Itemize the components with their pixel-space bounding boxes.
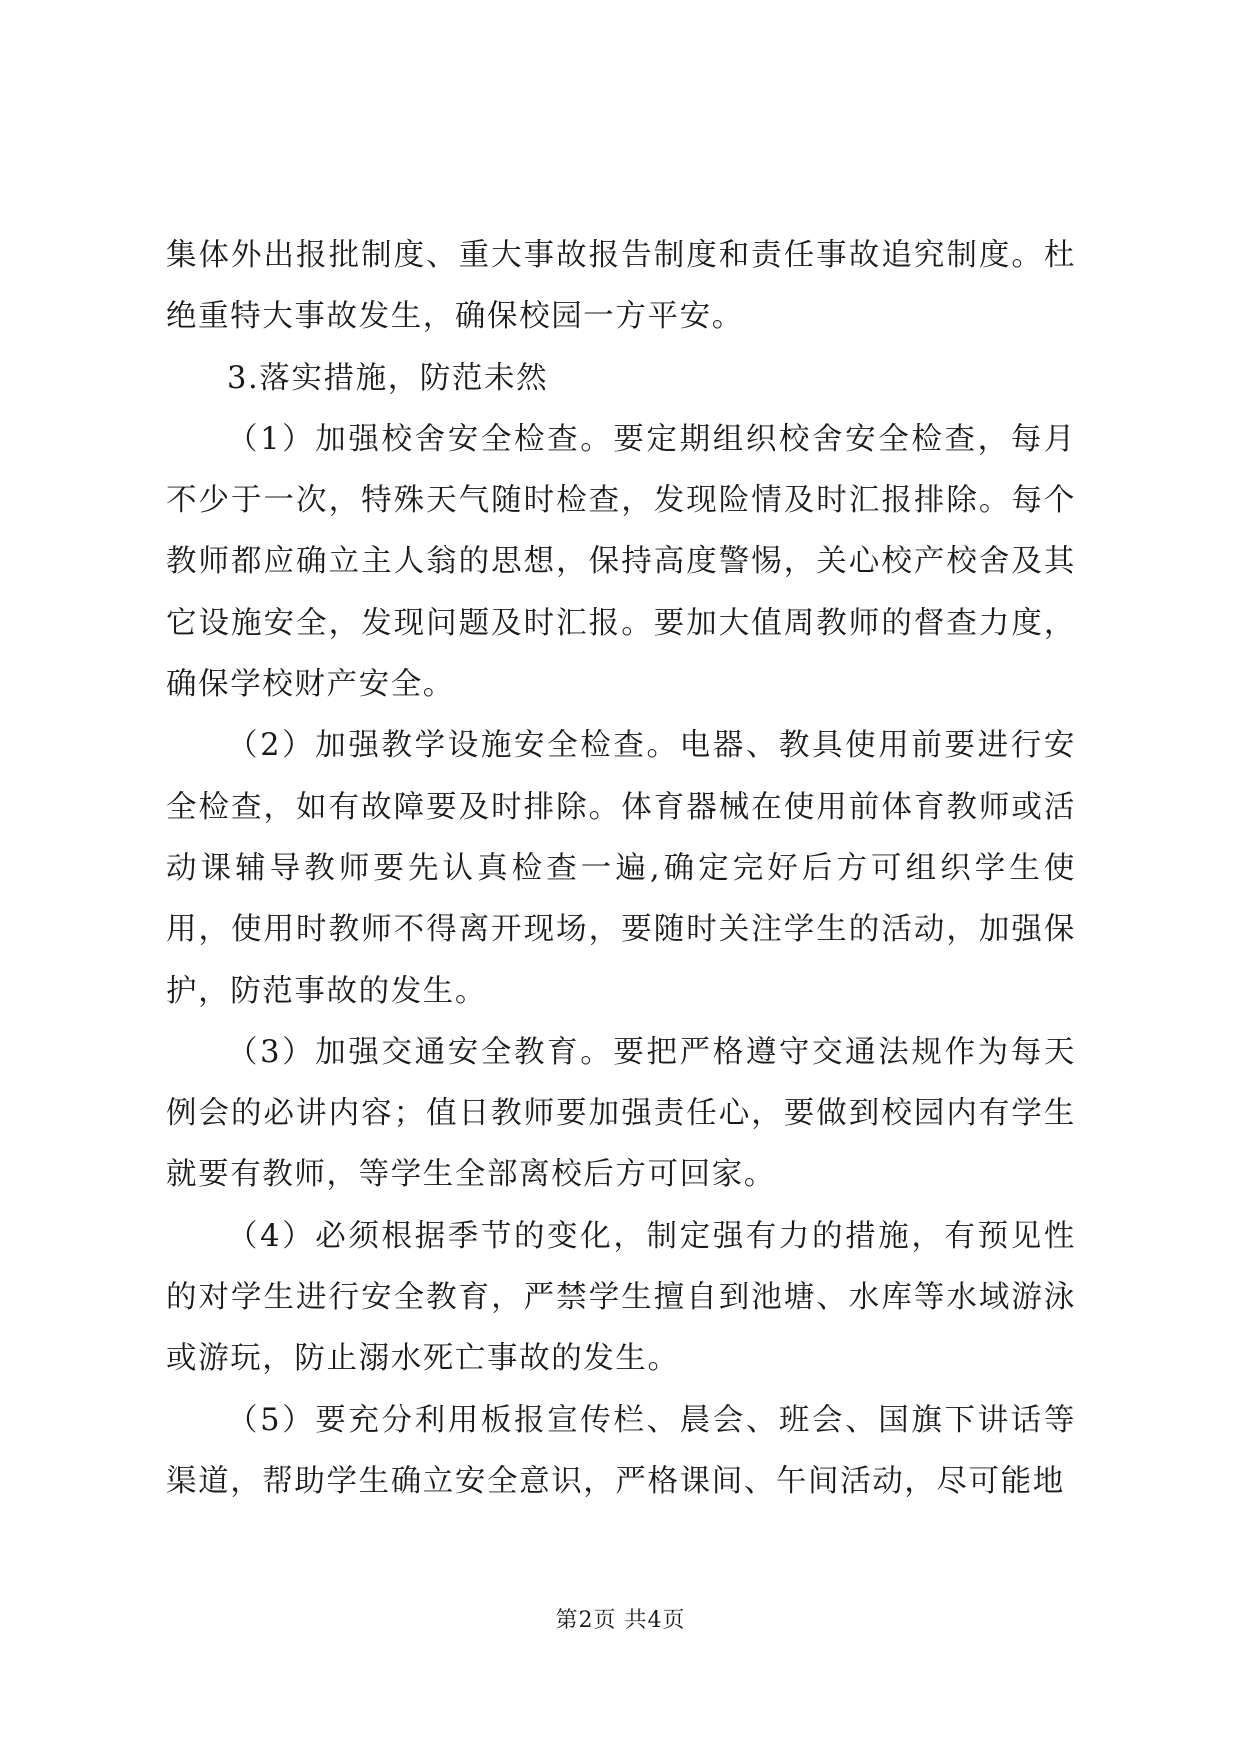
paragraph-item-2: （2）加强教学设施安全检查。电器、教具使用前要进行安全检查，如有故障要及时排除。体育器械在使用前体育教师或活动课辅导教师要先认真检查一遍,确定完好后方可组织学生使用，使用时教师不得离开现场，要随时关注学生的活动，加强保护，防范事故的发生。 [166,728,1076,1009]
paragraph-item-1: （1）加强校舍安全检查。要定期组织校舍安全检查，每月不少于一次，特殊天气随时检查，发现险情及时汇报排除。每个教师都应确立主人翁的思想，保持高度警惕，关心校产校舍及其它设施安全，发现问题及时汇报。要加大值周教师的督查力度，确保学校财产安全。 [166,421,1076,703]
paragraph-continuation: 集体外出报批制度、重大事故报告制度和责任事故追究制度。杜绝重特大事故发生，确保校园一方平安。 [166,238,1076,335]
paragraph-item-3: （3）加强交通安全教育。要把严格遵守交通法规作为每天例会的必讲内容；值日教师要加强责任心，要做到校园内有学生就要有教师，等学生全部离校后方可回家。 [166,1034,1076,1193]
page-footer: 第2页 共4页 [555,1608,686,1633]
paragraph-item-4: （4）必须根据季节的变化，制定强有力的措施，有预见性的对学生进行安全教育，严禁学生擅自到池塘、水库等水域游泳或游玩，防止溺水死亡事故的发生。 [166,1218,1076,1377]
paragraph-item-5: （5）要充分利用板报宣传栏、晨会、班会、国旗下讲话等渠道，帮助学生确立安全意识，严格课间、午间活动，尽可能地 [166,1402,1076,1499]
document-body [166,225,1076,1512]
section-heading-3: 3.落实措施，防范未然 [227,360,549,396]
